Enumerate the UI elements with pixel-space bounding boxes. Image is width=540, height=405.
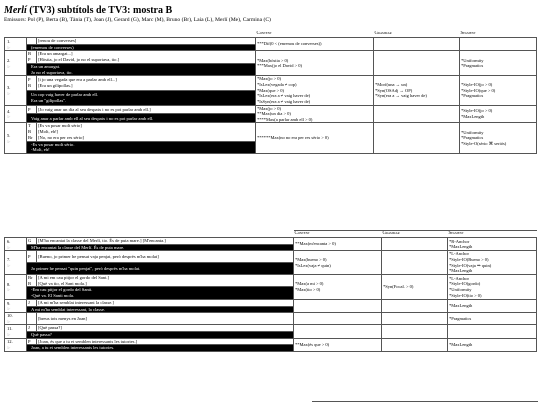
content-annotation <box>294 325 382 338</box>
original-line: [No, no era per res sèrio] <box>38 134 84 140</box>
segment-annotation-line: *Style-IO(Bueno > 0) <box>449 257 489 263</box>
column-grammar: Grammar <box>374 31 460 37</box>
grammar-annotation <box>382 251 448 275</box>
content-annotation <box>256 123 374 154</box>
pointing-hand-icon: ☞ <box>7 114 11 120</box>
grammar-annotation <box>374 123 460 154</box>
original-line: [Bueno, jo primer he pensat vaja penjat, però desprès m'ha molat] <box>38 253 159 259</box>
original-dialogue-cell <box>37 325 294 332</box>
subtitle-line: Jo primer he pensat "quin penjat", però desprès m'ha molat. <box>31 265 141 271</box>
speaker-cell <box>27 37 37 44</box>
speaker-cell <box>27 313 37 325</box>
original-dialogue-cell <box>37 299 294 306</box>
pointing-hand-icon: ☞ <box>7 287 11 293</box>
row-number-cell <box>5 274 27 299</box>
original-line: [M'ha encantat la classe del Merlí, tio. És de puta mare.] [M'encanta.] <box>38 237 166 243</box>
row-number: 5. <box>7 132 11 138</box>
table-row <box>5 105 537 114</box>
speaker-code: T <box>28 123 31 129</box>
row-number: 3. <box>7 85 11 91</box>
original-line: [Hòstia, jo el David, jo no el suportava, tio.] <box>38 57 120 63</box>
row-number: 8. <box>7 281 11 287</box>
content-annotation-line: *IsLex(era a ≠ vaig haver de) <box>257 93 311 99</box>
segment-annotation <box>448 313 537 325</box>
column-segment: Segment <box>460 31 537 37</box>
original-line: [renou de converses] <box>38 37 77 43</box>
segment-annotation-line: *Style-IO(gordo) <box>449 281 481 287</box>
content-annotation-line: *Max(a mi > 0) <box>295 281 324 287</box>
content-annotation-line: *Max(que > 0) <box>257 87 285 93</box>
page-title: Merlí (TV3) subtítols de TV3: mostra B <box>4 5 173 16</box>
segment-annotation <box>460 76 537 105</box>
row-number-cell <box>5 251 27 275</box>
content-annotation <box>294 237 382 250</box>
content-annotation-line: *IsSyn(era a ≠ vaig haver de) <box>257 98 311 104</box>
grammar-annotation <box>382 338 448 351</box>
table-row <box>5 313 537 325</box>
original-dialogue-cell <box>37 105 256 114</box>
row-number-cell <box>5 51 27 76</box>
row-number: 1. <box>7 38 11 44</box>
subtitle-line: Jo no el suportava, tio. <box>31 69 73 75</box>
content-annotation <box>256 76 374 105</box>
speaker-cell <box>27 299 37 306</box>
table-row <box>5 338 537 345</box>
original-dialogue-cell <box>37 274 294 286</box>
content-annotation-line: *IsLex(vegada ≠ cop) <box>257 82 297 88</box>
original-line: [Es va posar molt sèrio] <box>38 123 82 129</box>
row-number-cell <box>5 237 27 250</box>
subtitle-line: A mi m'ha semblat interessant, la classe. <box>31 306 106 312</box>
subtitle-line: -Molt, eh! <box>31 147 50 153</box>
segment-annotation-line: *Pragmatics <box>449 315 472 321</box>
original-dialogue-cell <box>37 123 256 141</box>
speaker-code: P <box>28 338 31 344</box>
segment-annotation-line: *Uniformity <box>449 286 472 292</box>
original-line: [Joan, és que a tu et semblen interessants les tutories.] <box>38 338 138 344</box>
column-content: Content <box>294 231 382 238</box>
content-annotation-line: ***Max(jo el David > 0) <box>257 63 303 69</box>
segment-annotation <box>460 51 537 76</box>
segment-annotation <box>448 237 537 250</box>
original-line: [Què va tio, el Sant mola.] <box>38 280 87 286</box>
original-line: [i jo una vegada que era a parlar amb ell...] <box>38 77 117 83</box>
speaker-code: P <box>28 77 31 83</box>
content-annotation <box>294 313 382 325</box>
segment-annotation-line: *Pragmatics <box>461 63 484 69</box>
speaker-code: P <box>28 57 31 63</box>
content-annotation <box>294 299 382 312</box>
footer-rule <box>312 401 538 402</box>
table-row <box>5 76 537 91</box>
pointing-hand-icon: ☞ <box>7 306 11 312</box>
segment-annotation-line: *MaxLength <box>461 113 485 119</box>
grammar-annotation <box>382 325 448 338</box>
content-annotation <box>294 274 382 299</box>
speaker-code: Br <box>28 134 33 140</box>
segment-annotation-line: *Style-IO(vaja ⇒ quin) <box>449 262 492 268</box>
segment-annotation-line: *Style-IO(que > 0) <box>461 87 496 93</box>
subtitle-cell <box>27 263 294 275</box>
speaker-code: B <box>28 83 32 89</box>
grammar-annotation <box>382 237 448 250</box>
subtitle-line: -Em cau pitjor el gordo del Santi. <box>31 287 93 293</box>
original-line: [Jo vaig anar un dia al seu despatx i no es pot parlar amb ell.] <box>38 106 151 112</box>
pointing-hand-icon: ☞ <box>7 44 11 50</box>
subtitle-line: Era un "gilipollas". <box>31 97 67 103</box>
original-line: [Era un amargat...] <box>38 51 73 57</box>
row-number: 7. <box>7 257 11 263</box>
speaker-cell <box>27 76 37 91</box>
subtitle-line: Un cop vaig haver de parlar amb ell. <box>31 92 99 97</box>
row-number: 11. <box>7 325 13 331</box>
speaker-code: G <box>28 237 32 243</box>
speaker-code: B <box>28 129 32 135</box>
content-annotation-line: *IsLex(vaja ≠ quin) <box>295 262 331 268</box>
segment-annotation-line: *Style-IO(jo > 0) <box>461 108 493 114</box>
segment-annotation <box>448 274 537 299</box>
content-annotation <box>256 51 374 76</box>
original-dialogue-cell <box>37 51 256 63</box>
speaker-code: B <box>28 280 32 286</box>
grammar-annotation-line: *Syn(era a → vaig haver de) <box>375 93 427 99</box>
row-number-cell <box>5 123 27 154</box>
row-number-cell <box>5 299 27 312</box>
grammar-annotation <box>374 51 460 76</box>
pointing-hand-icon: ☞ <box>7 138 11 144</box>
original-line: [A mi m'ha semblat interessant la classe.] <box>38 299 114 305</box>
row-number-cell <box>5 338 27 351</box>
row-number: 10. <box>7 313 13 319</box>
segment-annotation-line: *Uniformity <box>461 57 484 63</box>
original-dialogue-cell <box>37 313 294 325</box>
row-number: 9. <box>7 300 11 306</box>
row-number: 2. <box>7 58 11 64</box>
emissors-line: Emissors: Pol (P), Berta (B), Tània (T), Joan (J), Gerard (G), Marc (M), Bruno (Br), Laia (L), Merlí (Me), Carmina (C) <box>4 17 271 23</box>
original-line: [Què passa?] <box>38 325 62 331</box>
row-number: 4. <box>7 108 11 114</box>
original-dialogue-cell <box>37 37 256 44</box>
speaker-cell <box>27 251 37 263</box>
segment-annotation-line: *L-Anchor <box>449 275 469 281</box>
table-row <box>5 251 537 263</box>
segment-annotation-line: *R-Anchor <box>449 238 470 244</box>
original-line: [Era un gilipollas.] <box>38 83 73 89</box>
segment-annotation-line: *Pragmatics <box>461 93 484 99</box>
speaker-cell <box>27 237 37 244</box>
speaker-code: P <box>28 253 31 259</box>
subtitle-line: Què passa? <box>31 331 52 337</box>
table-row <box>5 299 537 306</box>
row-number-cell <box>5 105 27 123</box>
original-line: [A mi em cau pitjor el gordo del Sant.] <box>38 274 110 280</box>
subtitle-line: -Què va. El Santi mola. <box>31 293 75 299</box>
segment-annotation <box>448 251 537 275</box>
table-row <box>5 274 537 286</box>
speaker-cell <box>27 123 37 141</box>
speaker-cell <box>27 51 37 63</box>
segment-annotation-line: *MaxLength <box>449 244 473 250</box>
content-annotation-line: ****Max(a parlar amb ell > 0) <box>257 116 313 122</box>
subtitle-line: M'ha encantat la classe del Merlí. És de puta mare. <box>31 244 125 250</box>
table-row <box>5 325 537 332</box>
subtitle-line: Joan, a tu et semblen interessants les tutories. <box>31 345 115 351</box>
subtitle-line: Vaig anar a parlar amb ell al seu despatx i no es pot parlar amb ell. <box>31 115 154 121</box>
segment-annotation-line: *Style-IO(jo > 0) <box>461 82 493 88</box>
speaker-cell <box>27 338 37 345</box>
speaker-code: P <box>28 106 31 112</box>
original-dialogue-cell <box>37 237 294 244</box>
content-annotation <box>294 338 382 351</box>
pointing-hand-icon: ☞ <box>7 345 11 351</box>
row-number-cell <box>5 325 27 338</box>
segment-annotation-line: *Uniformity <box>461 129 484 135</box>
content-annotation-line: **Max(m'encanta > 0) <box>295 241 336 247</box>
segment-annotation-line: *MaxLength <box>449 341 473 347</box>
subtitle-cell <box>27 63 256 75</box>
grammar-annotation <box>382 313 448 325</box>
content-annotation <box>294 251 382 275</box>
grammar-annotation-line: *Morf(una → un) <box>375 82 408 88</box>
grammar-annotation <box>374 37 460 50</box>
segment-annotation <box>460 123 537 154</box>
segment-annotation <box>460 105 537 123</box>
content-annotation-line: **Max(és que > 0) <box>295 341 330 347</box>
column-segment: Segment <box>448 231 537 238</box>
content-annotation-line: *Max(jo > 0) <box>257 76 282 82</box>
content-annotation-line: *Max(bueno > 0) <box>295 257 327 263</box>
segment-annotation <box>448 299 537 312</box>
original-line: [Molt, eh!] <box>38 129 59 135</box>
segment-annotation-line: *Style-IO(tio > 0) <box>449 292 482 298</box>
row-number-cell <box>5 37 27 50</box>
subtitle-cell <box>27 287 294 299</box>
content-annotation-line: *Max(jo > 0) <box>257 105 282 111</box>
subtitle-line: (enrenou de converses) <box>31 44 74 50</box>
speaker-cell <box>27 325 37 332</box>
grammar-annotation-line: *Syn(OSAdj → OP) <box>375 87 413 93</box>
annotation-table-1 <box>4 31 537 154</box>
table-row <box>5 37 537 44</box>
speaker-cell <box>27 105 37 114</box>
annotation-table-2 <box>4 230 537 352</box>
segment-annotation-line: *MaxLength <box>449 303 473 309</box>
subtitle-line: Era un amargat. <box>31 63 61 69</box>
column-grammar: Grammar <box>382 231 448 238</box>
speaker-code: J <box>28 325 30 331</box>
original-dialogue-cell <box>37 338 294 345</box>
subtitle-cell <box>27 345 294 352</box>
original-dialogue-cell <box>37 76 256 91</box>
table-row <box>5 123 537 141</box>
content-annotation <box>256 37 374 50</box>
original-dialogue-cell <box>37 251 294 263</box>
row-number-cell <box>5 313 27 325</box>
row-number: 6. <box>7 238 11 244</box>
pointing-hand-icon: ☞ <box>7 319 11 325</box>
grammar-annotation <box>374 76 460 105</box>
speaker-code: B <box>28 51 32 57</box>
subtitle-cell <box>27 90 256 105</box>
subtitle-cell <box>27 331 294 338</box>
table-row <box>5 237 537 244</box>
segment-annotation-line: *L-Anchor <box>449 251 469 257</box>
segment-annotation <box>448 325 537 338</box>
column-content: Content <box>256 31 374 37</box>
pointing-hand-icon: ☞ <box>7 263 11 269</box>
segment-annotation <box>448 338 537 351</box>
segment-annotation-line: *MaxLength <box>449 268 473 274</box>
speaker-code: J <box>28 299 30 305</box>
content-annotation-line: ******Max(no no era per res sèrio > 0) <box>257 135 329 141</box>
segment-annotation <box>460 37 537 50</box>
pointing-hand-icon: ☞ <box>7 331 11 337</box>
grammar-annotation <box>382 299 448 312</box>
pointing-hand-icon: ☞ <box>7 244 11 250</box>
segment-annotation-line: *Pragmatics <box>461 135 484 141</box>
grammar-annotation <box>382 274 448 299</box>
pointing-hand-icon: ☞ <box>7 90 11 96</box>
speaker-code: Br <box>28 274 33 280</box>
content-annotation-line: *Max(hòstia > 0) <box>257 57 289 63</box>
speaker-cell <box>27 274 37 286</box>
subtitle-cell <box>27 244 294 251</box>
row-number-cell <box>5 76 27 105</box>
subtitle-cell <box>27 114 256 123</box>
subtitle-line: -Es va posar molt sèrio. <box>31 141 75 147</box>
pointing-hand-icon: ☞ <box>7 63 11 69</box>
content-annotation <box>256 105 374 123</box>
grammar-annotation <box>374 105 460 123</box>
segment-annotation-line: *Style-O(sèrio ⌘ seriós) <box>461 141 507 147</box>
content-annotation-line: ***Dif(0 < (enrenou de converses)) <box>257 41 322 47</box>
subtitle-cell <box>27 44 256 51</box>
table-row <box>5 51 537 63</box>
content-annotation-line: **Max(un dia > 0) <box>257 111 291 117</box>
row-number: 12. <box>7 339 13 345</box>
subtitle-cell <box>27 141 256 153</box>
content-annotation-line: *Max(tio > 0) <box>295 286 321 292</box>
original-line: [breus tots menys en Joan] <box>38 315 87 321</box>
subtitle-cell <box>27 306 294 313</box>
grammar-annotation-line: *Syn(Focal. > 0) <box>383 284 414 290</box>
